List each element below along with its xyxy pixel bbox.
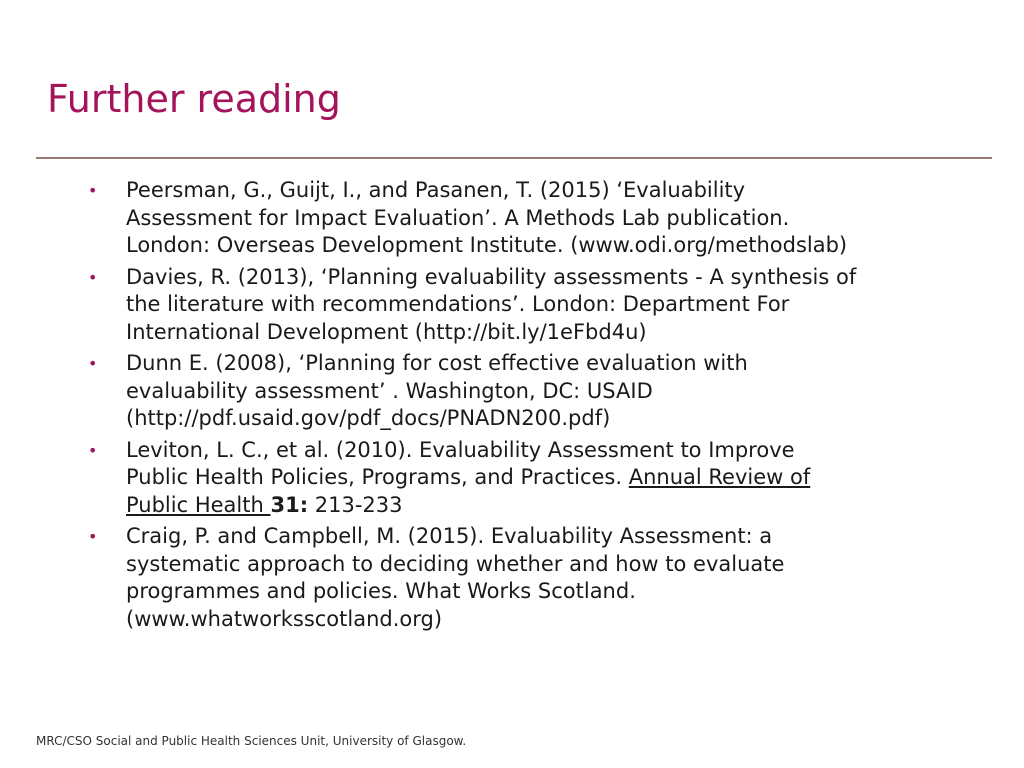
reference-text-line: International Development (http://bit.ly/1eFbd4u) (126, 319, 647, 344)
reference-text-line (126, 464, 968, 492)
reference-text-line: (http://pdf.usaid.gov/pdf_docs/PNADN200.pdf) (126, 406, 611, 430)
bullet-icon: • (88, 181, 98, 200)
reference-peersman-2015 (88, 177, 968, 260)
reference-text-line: Peersman, G., Guijt, I., and Pasanen, T. (2015) ‘Evaluability (126, 178, 746, 202)
bullet-icon: • (88, 440, 98, 460)
bullet-icon: • (88, 527, 98, 546)
reference-text-line: programmes and policies. What Works Scotland. (126, 579, 636, 603)
reference-davies-2013 (88, 264, 968, 347)
reference-craig-2015 (88, 523, 968, 633)
reference-text-line: London: Overseas Development Institute. (www.odi.org/methodslab) (126, 233, 848, 257)
reference-text-line: Craig, P. and Campbell, M. (2015). Evaluability Assessment: a (126, 524, 773, 548)
reference-text-line: Dunn E. (2008), ‘Planning for cost effective evaluation with (126, 351, 748, 375)
reference-text-line: Assessment for Impact Evaluation’. A Methods Lab publication. (126, 205, 790, 230)
slide-title: Further reading (47, 77, 341, 121)
reference-text-line: evaluability assessment’ . Washington, DC: USAID (126, 378, 653, 403)
reference-text-line: the literature with recommendations’. London: Department For (126, 292, 790, 316)
reference-text-line: systematic approach to deciding whether and how to evaluate (126, 551, 785, 576)
journal-volume: 31: (270, 492, 309, 517)
journal-pages: 213-233 (308, 492, 403, 517)
slide-footer: MRC/CSO Social and Public Health Sciences Unit, University of Glasgow. (36, 734, 467, 748)
reference-dunn-2008 (88, 350, 968, 433)
journal-link[interactable]: Annual Review of (628, 465, 811, 489)
reference-text-line: Leviton, L. C., et al. (2010). Evaluability Assessment to Improve (126, 437, 795, 462)
bullet-icon: • (88, 354, 98, 373)
reference-list (88, 177, 968, 637)
reference-text-line (126, 492, 968, 520)
reference-text-line: Davies, R. (2013), ‘Planning evaluability assessments - A synthesis of (126, 264, 857, 289)
reference-text-line: (www.whatworksscotland.org) (126, 606, 443, 631)
journal-link[interactable]: Public Health (126, 492, 271, 517)
bullet-icon: • (88, 267, 98, 287)
reference-text: Public Health Policies, Programs, and Practices. (126, 465, 629, 489)
title-divider (36, 157, 992, 159)
reference-leviton-2010 (88, 437, 968, 520)
